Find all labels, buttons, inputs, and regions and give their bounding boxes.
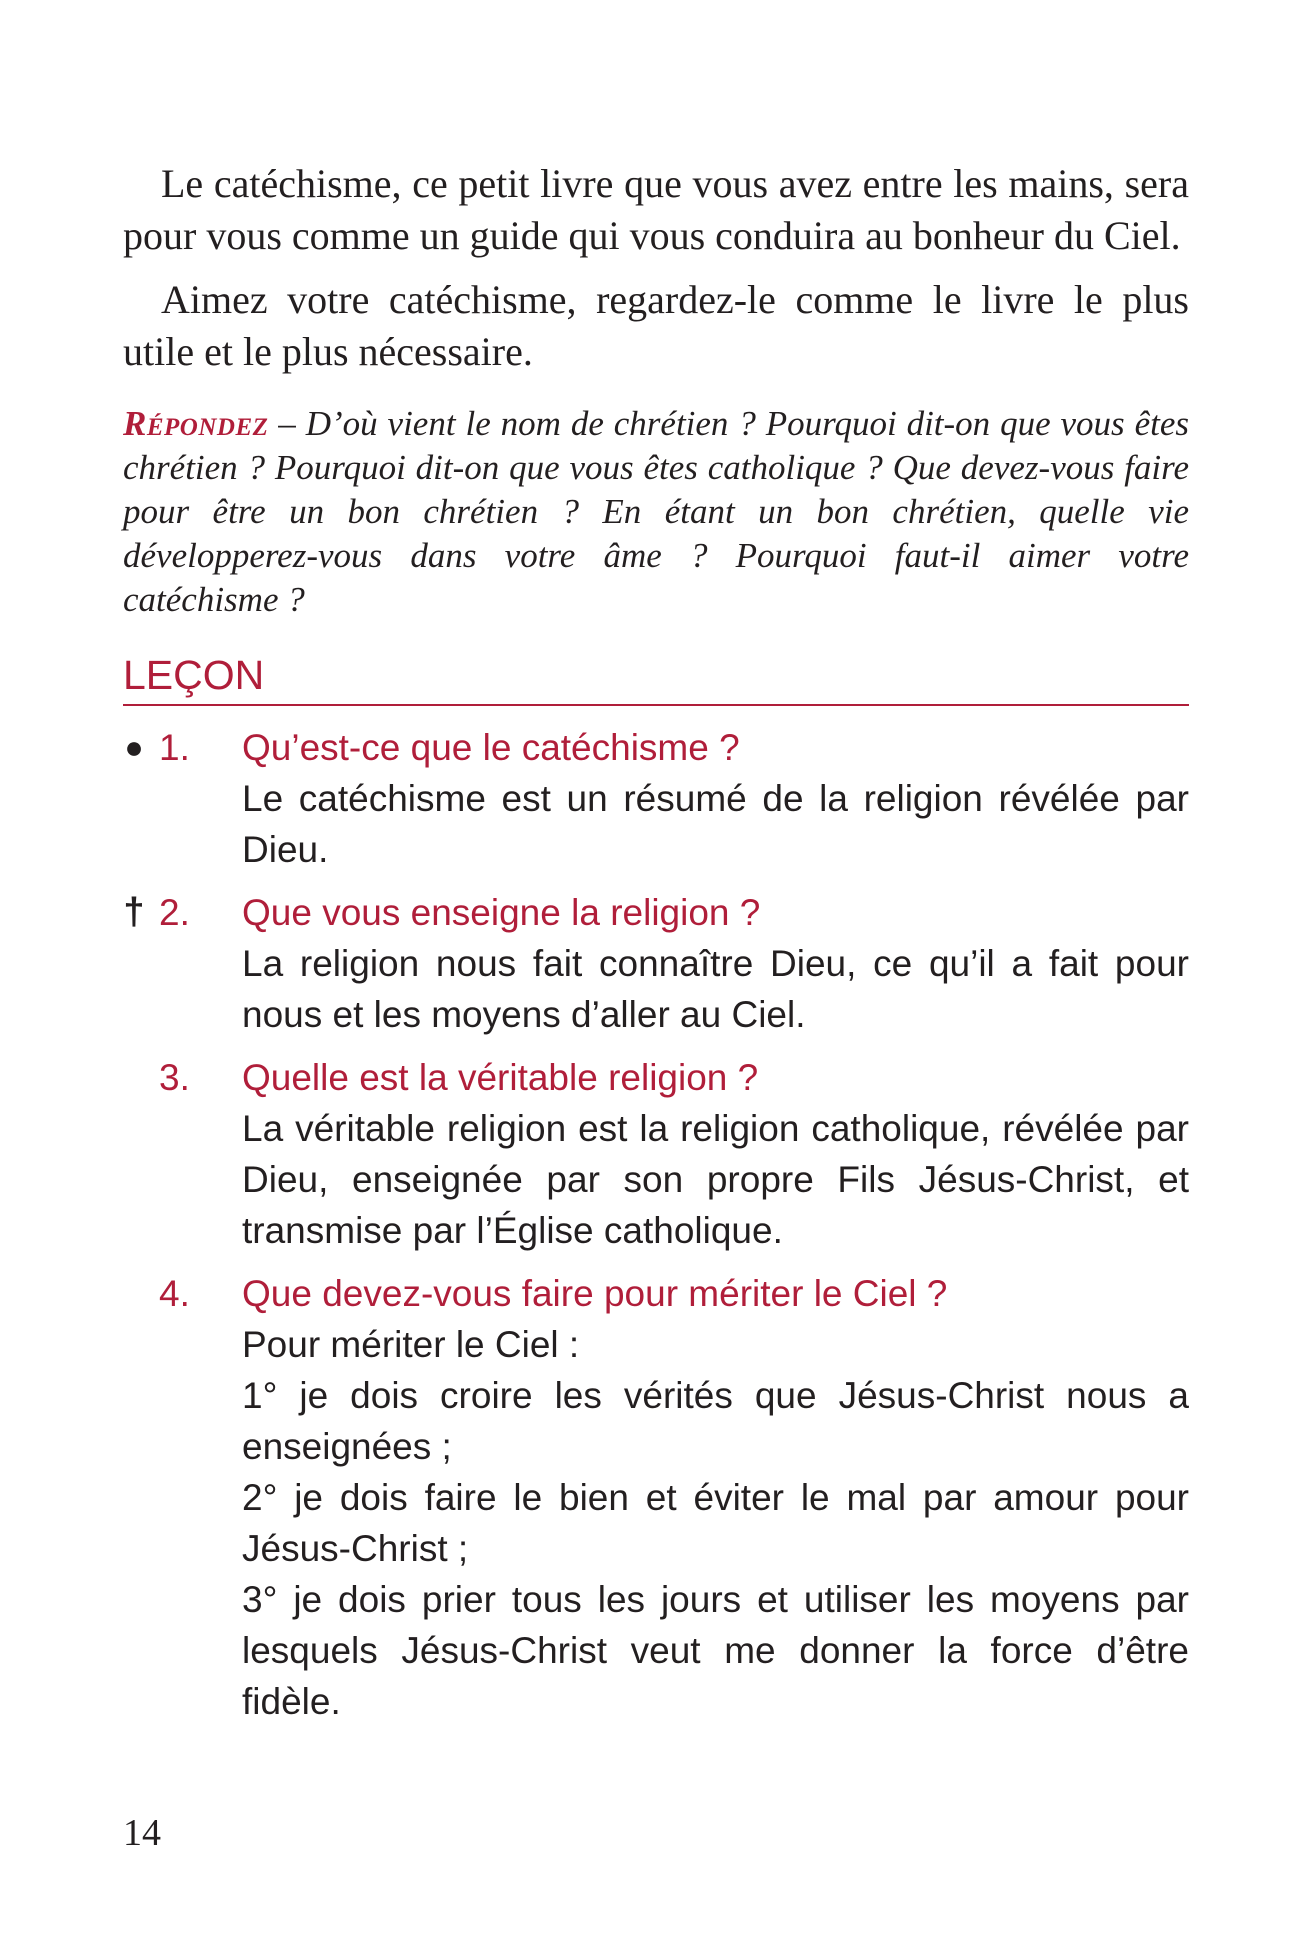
question-text: Qu’est-ce que le catéchisme ?	[242, 727, 740, 768]
answer-intro: Pour mériter le Ciel :	[242, 1324, 580, 1365]
answer-text: Le catéchisme est un résumé de la religion révélée par Dieu.	[242, 778, 1189, 870]
answer-point: 3° je dois prier tous les jours et utiliser les moyens par lesquels Jésus-Christ veut me donner la force d’être fidèle.	[242, 1579, 1189, 1722]
question-number: 1.	[159, 727, 190, 768]
question-item	[123, 1268, 1189, 1727]
question-item	[123, 1052, 1189, 1256]
answer-point: 1° je dois croire les vérités que Jésus-Christ nous a enseignées ;	[242, 1375, 1189, 1467]
question-text: Quelle est la véritable religion ?	[242, 1057, 759, 1098]
intro-section	[123, 158, 1189, 378]
page-content	[123, 158, 1189, 1739]
question-number: 2.	[159, 892, 190, 933]
answer-text: La véritable religion est la religion catholique, révélée par Dieu, enseignée par son propre Fils Jésus-Christ, et transmise par l’Église catholique.	[242, 1108, 1189, 1251]
question-item	[123, 722, 1189, 875]
question-text: Que devez-vous faire pour mériter le Ciel ?	[242, 1273, 948, 1314]
bullet-icon: ●	[124, 729, 144, 765]
question-number: 3.	[159, 1057, 190, 1098]
respond-label: Répondez	[123, 404, 269, 443]
answer-point: 2° je dois faire le bien et éviter le mal par amour pour Jésus-Christ ;	[242, 1477, 1189, 1569]
intro-paragraph: Aimez votre catéchisme, regardez-le comme le livre le plus utile et le plus nécessaire.	[123, 277, 1189, 374]
intro-paragraph: Le catéchisme, ce petit livre que vous avez entre les mains, sera pour vous comme un guide qui vous conduira au bonheur du Ciel.	[123, 161, 1189, 258]
respond-section	[123, 402, 1189, 622]
answer-text: La religion nous fait connaître Dieu, ce qu’il a fait pour nous et les moyens d’aller au Ciel.	[242, 943, 1189, 1035]
answer-block	[242, 1319, 1189, 1727]
dagger-icon: †	[123, 891, 145, 933]
question-number: 4.	[159, 1273, 190, 1314]
question-text: Que vous enseigne la religion ?	[242, 892, 761, 933]
lesson-heading: LEÇON	[123, 650, 1189, 706]
question-list	[123, 722, 1189, 1727]
page-number: 14	[123, 1812, 161, 1854]
question-item	[123, 887, 1189, 1040]
respond-text: – D’où vient le nom de chrétien ? Pourquoi dit-on que vous êtes chrétien ? Pourquoi dit-on que vous êtes catholique ? Que devez-vous faire pour être un bon chrétien ? En étant un bon chrétien, quelle vie développerez-vous dans votre âme ? Pourquoi faut-il aimer votre catéchisme ?	[123, 404, 1189, 619]
